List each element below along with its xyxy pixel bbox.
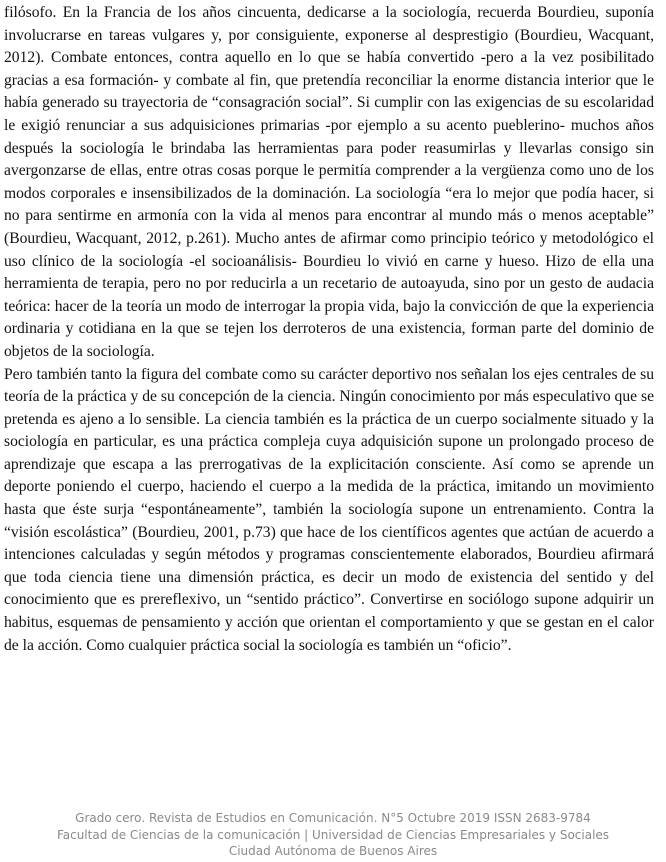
paragraph-1: filósofo. En la Francia de los años cincuenta, dedicarse a la sociología, recuerda Bourdieu, suponía involucrarse en tareas vulgares y, por consiguiente, exponerse al desprestigio (Bourdieu, Wacquant, 2012). Combate entonces, contra aquello en lo que se había convertido -pero a la vez posibilitado gracias a esa formación- y combate al fin, que pretendía reconciliar la enorme distancia interior que le había generado su trayectoria de “consagración social”. Si cumplir con las exigencias de su escolaridad le exigió renunciar a sus adquisiciones primarias -por ejemplo a su acento pueblerino- muchos años después la sociología le brindaba las herramientas para poder reasumirlas y llevarlas consigo sin avergonzarse de ellas, entre otras cosas porque le permitía comprender a la vergüenza como uno de los modos corporales e insensibilizados de la dominación. La sociología “era lo mejor que podía hacer, si no para sentirme en armonía con la vida al menos para encontrar al mundo más o menos aceptable” (Bourdieu, Wacquant, 2012, p.261). Mucho antes de afirmar como principio teórico y metodológico el uso clínico de la sociología -el socioanálisis- Bourdieu lo vivió en carne y hueso. Hizo de ella una herramienta de terapia, pero no por reducirla a un recetario de autoayuda, sino por un gesto de audacia teórica: hacer de la teoría un modo de interrogar la propia vida, bajo la convicción de que la experiencia ordinaria y cotidiana en la que se tejen los derroteros de una existencia, forman parte del dominio de objetos de la sociología.	[4, 4, 654, 360]
paragraph-2: Pero también tanto la figura del combate como su carácter deportivo nos señalan los ejes centrales de su teoría de la práctica y de su concepción de la ciencia. Ningún conocimiento por más especulativo que se pretenda es ajeno a lo sensible. La ciencia también es la práctica de un cuerpo socialmente situado y la sociología en particular, es una práctica compleja cuya adquisición supone un prolongado proceso de aprendizaje que escapa a las prerrogativas de la explicitación consciente. Así como se aprende un deporte poniendo el cuerpo, haciendo el cuerpo a la medida de la práctica, imitando un movimiento hasta que éste surja “espontáneamente”, también la sociología supone un entrenamiento. Contra la “visión escolástica” (Bourdieu, 2001, p.73) que hace de los científicos agentes que actúan de acuerdo a intenciones calculadas y según métodos y programas conscientemente elaborados, Bourdieu afirmará que toda ciencia tiene una dimensión práctica, es decir un modo de existencia del sentido y del conocimiento que es prereflexivo, un “sentido práctico”. Convertirse en sociólogo supone adquirir un habitus, esquemas de pensamiento y acción que orientan el comportamiento y que se gestan en el calor de la acción. Como cualquier práctica social la sociología es también un “oficio”.	[4, 365, 654, 654]
footer-city-line: Ciudad Autónoma de Buenos Aires	[228, 844, 438, 858]
page-footer	[0, 810, 666, 860]
article-body	[4, 2, 654, 657]
footer-institution-line: Facultad de Ciencias de la comunicación | Universidad de Ciencias Empresariales y Sociales	[56, 827, 610, 842]
footer-journal-line: Grado cero. Revista de Estudios en Comunicación. N°5 Octubre 2019 ISSN 2683-9784	[75, 811, 591, 825]
